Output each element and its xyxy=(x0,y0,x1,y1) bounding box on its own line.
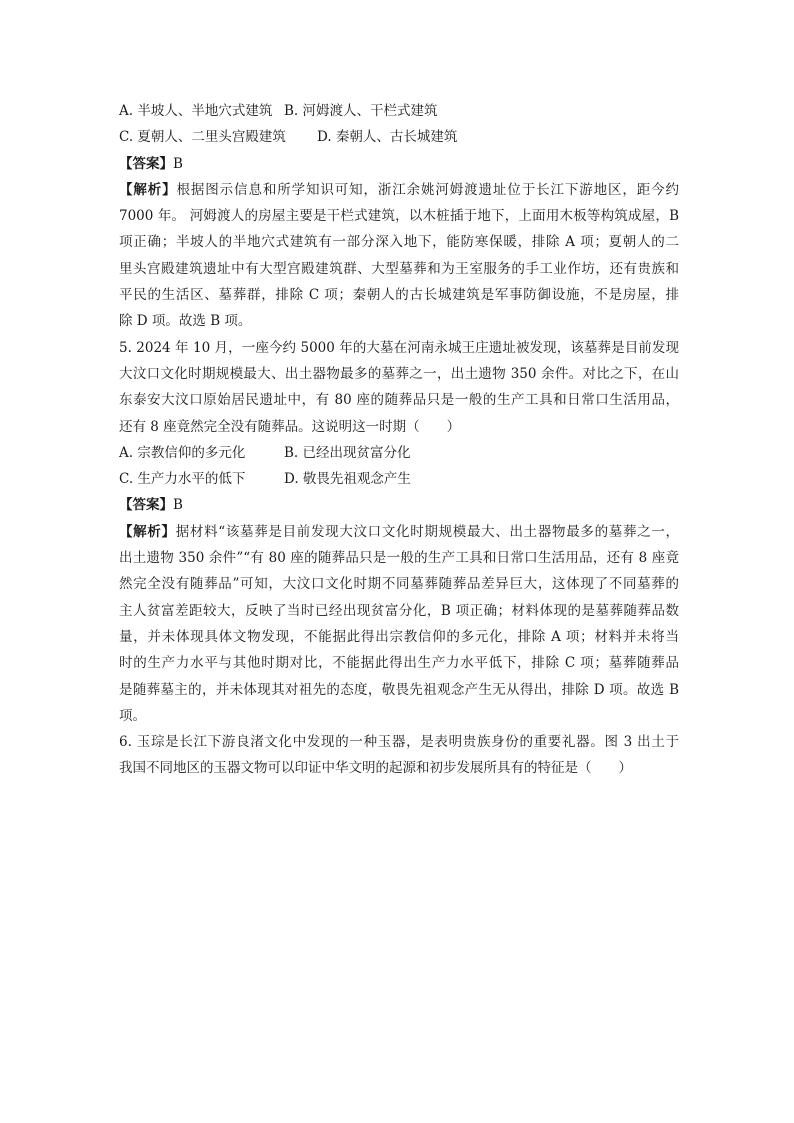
q4-option-d[interactable]: D. 秦朝人、古长城建筑 xyxy=(317,129,458,146)
q6-stem-line: 我国不同地区的玉器文物可以印证中华文明的起源和初步发展所具有的特征是（ ） xyxy=(119,760,632,777)
q5-option-c[interactable]: C. 生产力水平的低下 xyxy=(119,471,246,488)
q5-analysis-line: 主人贫富差距较大，反映了当时已经出现贫富分化，B 项正确；材料体现的是墓葬随葬品数 xyxy=(119,602,679,619)
q5-analysis-line: 项。 xyxy=(119,707,146,724)
q5-stem-line: 东泰安大汶口原始居民遗址中，有 80 座的随葬品只是一般的生产工具和日常口生活用品， xyxy=(119,392,679,409)
q5-answer-value: B xyxy=(173,497,183,514)
q5-stem xyxy=(119,335,679,440)
q5-stem-line: 大汶口文化时期规模最大、出土器物最多的墓葬之一，出土遗物 350 余件。对比之下，在山 xyxy=(119,365,679,382)
q4-analysis-label: 【解析】 xyxy=(119,181,177,198)
q4-option-a[interactable]: A. 半坡人、半地穴式建筑 xyxy=(119,103,273,119)
q5-option-d[interactable]: D. 敬畏先祖观念产生 xyxy=(284,471,411,488)
q4-analysis-line: 平民的生活区、墓葬群，排除 C 项；秦朝人的古长城建筑是军事防御设施，不是房屋，排 xyxy=(119,287,679,304)
q4-option-c[interactable]: C. 夏朝人、二里头宫殿建筑 xyxy=(119,129,286,146)
q4-options-row-1 xyxy=(119,98,679,124)
page-content xyxy=(119,98,679,782)
q5-options-row-1 xyxy=(119,440,679,466)
q5-analysis-line: 量，并未体现具体文物发现，不能据此得出宗教信仰的多元化，排除 A 项；材料并未将当 xyxy=(119,628,679,645)
q5-option-a[interactable]: A. 宗教信仰的多元化 xyxy=(119,444,246,461)
q4-analysis-line: 【解析】根据图示信息和所学知识可知，浙江余姚河姆渡遗址位于长江下游地区，距今约 xyxy=(119,181,679,198)
q5-analysis-line: 出土遗物 350 余件”“有 80 座的随葬品只是一般的生产工具和日常口生活用品，还有 8 座竟 xyxy=(119,550,679,567)
q5-answer xyxy=(119,492,679,518)
q4-option-b[interactable]: B. 河姆渡人、干栏式建筑 xyxy=(284,103,438,119)
q4-options-row-2 xyxy=(119,124,679,150)
q5-options-row-2 xyxy=(119,466,679,492)
q4-answer-value: B xyxy=(173,155,183,172)
q5-answer-label: 【答案】 xyxy=(119,497,173,514)
q5-analysis-line: 【解析】据材料“该墓葬是目前发现大汶口文化时期规模最大、出土器物最多的墓葬之一， xyxy=(119,523,679,540)
q5-analysis-line: 然完全没有随葬品”可知，大汶口文化时期不同墓葬随葬品差异巨大，这体现了不同墓葬的 xyxy=(119,576,679,593)
q4-analysis-line: 除 D 项。故选 B 项。 xyxy=(119,313,252,330)
q5-option-b[interactable]: B. 已经出现贫富分化 xyxy=(284,444,411,461)
q4-answer-label: 【答案】 xyxy=(119,155,173,172)
q4-analysis xyxy=(119,177,679,335)
q6-stem xyxy=(119,729,679,782)
q4-analysis-line: 7000 年。 河姆渡人的房屋主要是干栏式建筑，以木桩插于地下，上面用木板等构筑成屋，B xyxy=(119,208,679,225)
q5-analysis-line: 时的生产力水平与其他时期对比，不能据此得出生产力水平低下，排除 C 项；墓葬随葬品 xyxy=(119,655,679,672)
q5-stem-line: 还有 8 座竟然完全没有随葬品。这说明这一时期（ ） xyxy=(119,418,461,435)
q6-stem-line: 6. 玉琮是长江下游良渚文化中发现的一种玉器，是表明贵族身份的重要礼器。图 3 出土于 xyxy=(119,734,679,751)
q5-stem-line: 5. 2024 年 10 月，一座今约 5000 年的大墓在河南永城王庄遗址被发现，该墓葬是目前发现 xyxy=(119,339,679,356)
q4-analysis-line: 项正确；半坡人的半地穴式建筑有一部分深入地下，能防寒保暖，排除 A 项；夏朝人的二 xyxy=(119,234,679,251)
q5-analysis xyxy=(119,519,679,729)
q5-analysis-label: 【解析】 xyxy=(119,523,176,540)
q4-answer xyxy=(119,151,679,177)
q5-analysis-line: 是随葬墓主的，并未体现其对祖先的态度，敬畏先祖观念产生无从得出，排除 D 项。故选 B xyxy=(119,681,679,698)
q4-analysis-line: 里头宫殿建筑遗址中有大型宫殿建筑群、大型墓葬和为王室服务的手工业作坊，还有贵族和 xyxy=(119,260,679,277)
